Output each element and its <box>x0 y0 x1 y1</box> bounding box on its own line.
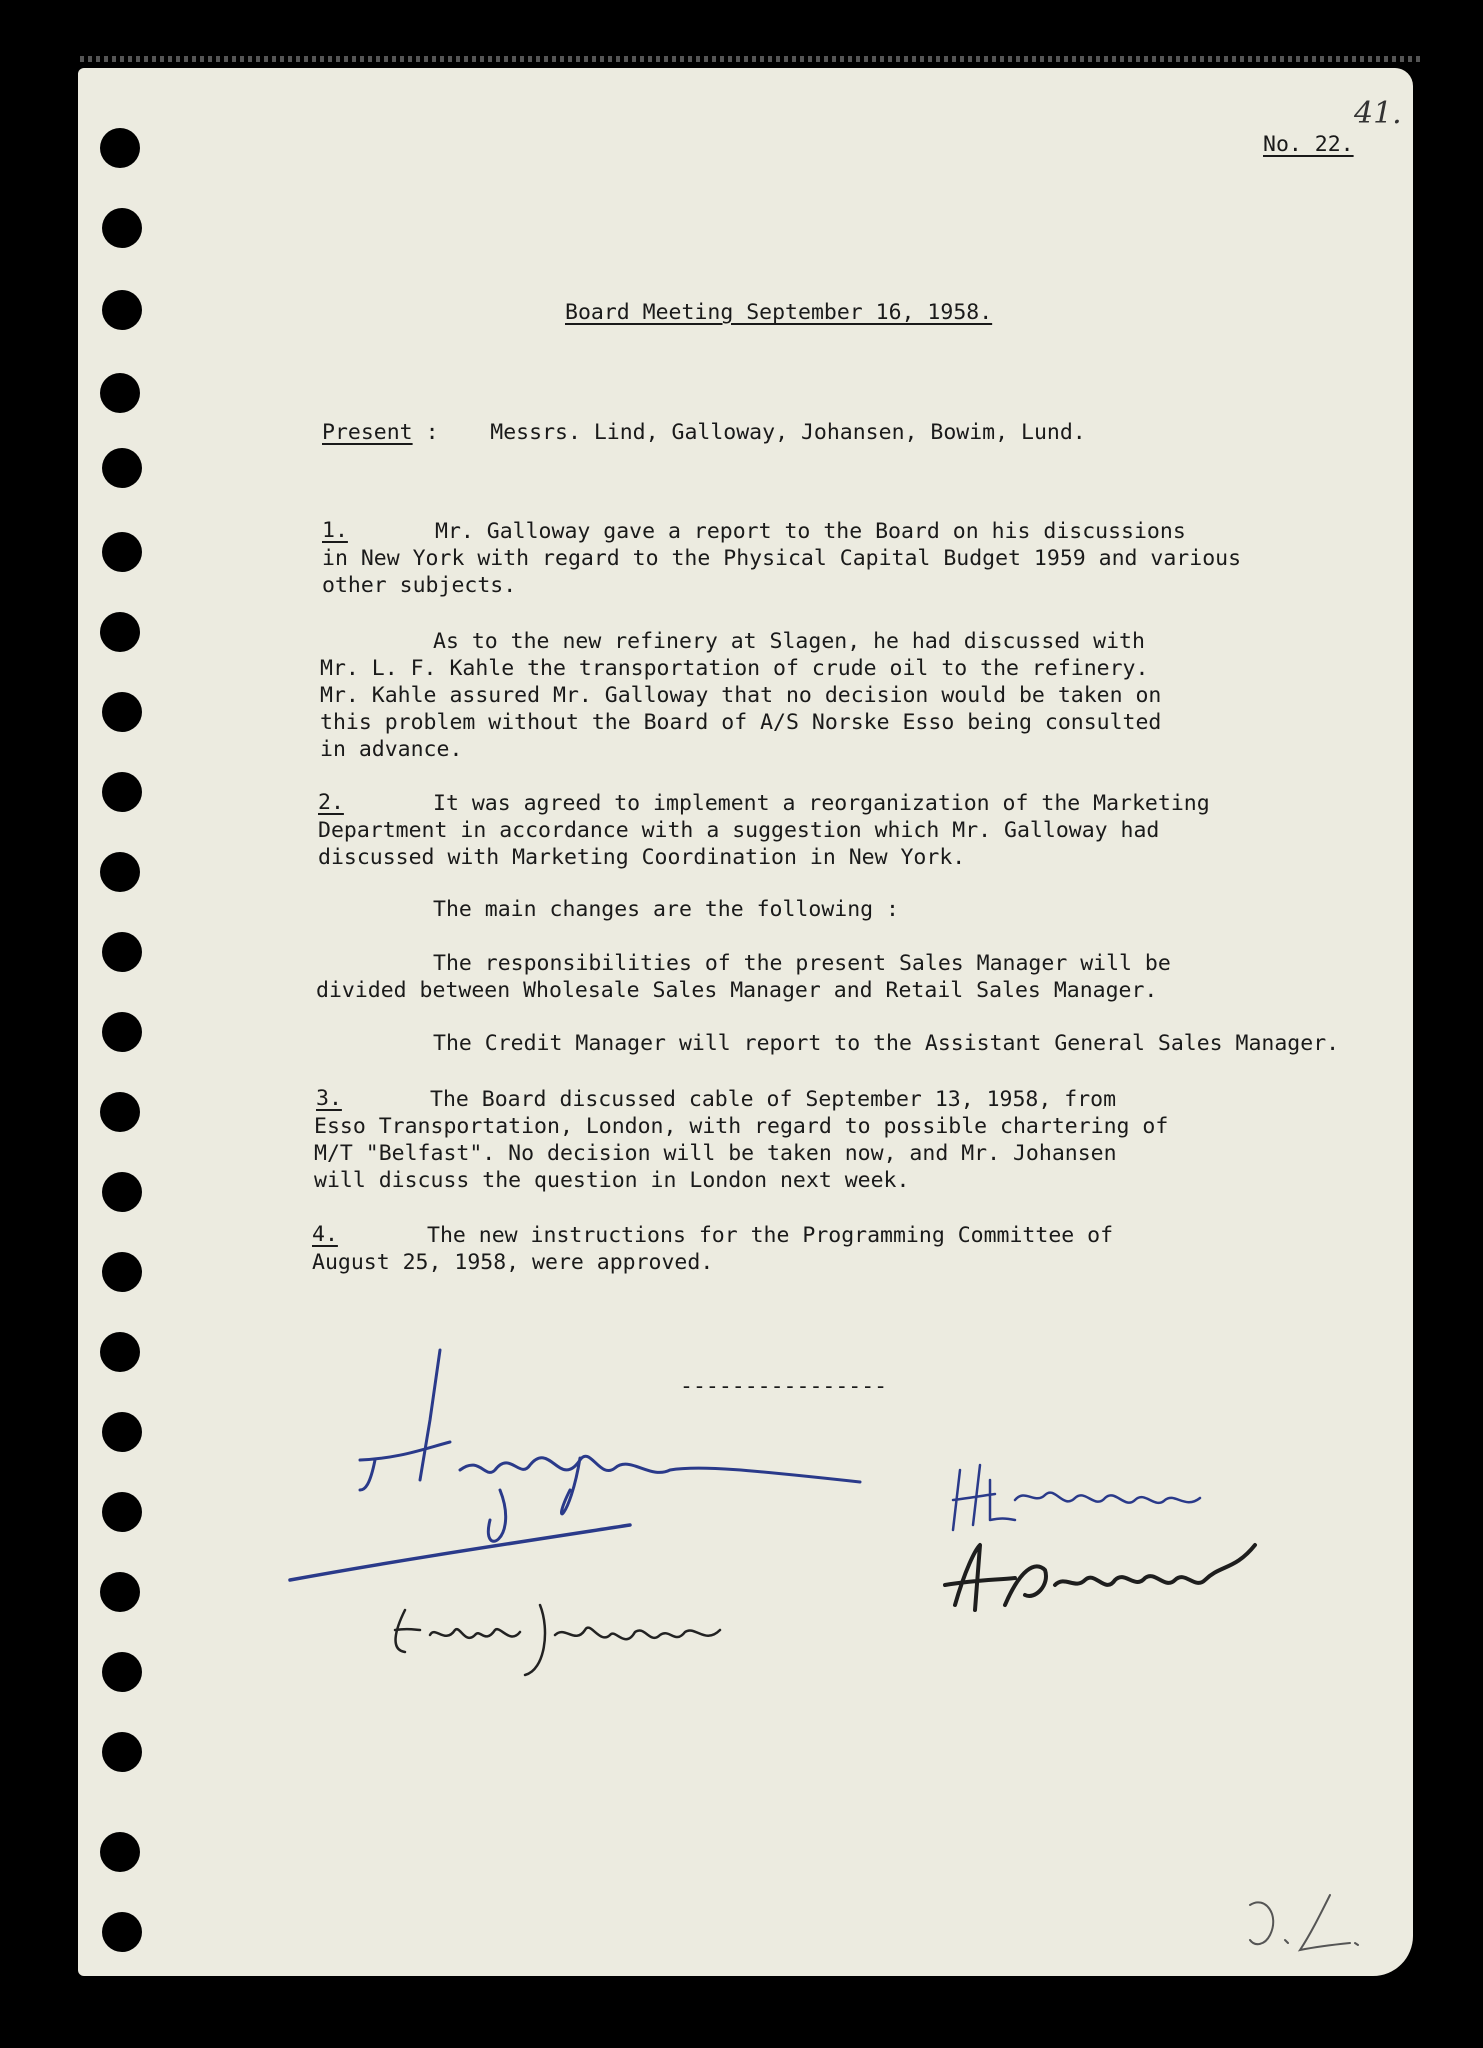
punch-hole <box>102 208 142 248</box>
item-4-text: The new instructions for the Programming Committee of August 25, 1958, were approved. <box>312 1223 1114 1275</box>
punch-hole <box>100 1572 140 1612</box>
item-2-credit-manager: The Credit Manager will report to the Assistant General Sales Manager. <box>433 1031 1340 1056</box>
item-3-number: 3. <box>316 1086 342 1111</box>
punch-hole <box>102 1412 142 1452</box>
punch-hole <box>102 1732 142 1772</box>
item-2-main-changes: The main changes are the following : <box>433 897 899 922</box>
punch-hole <box>102 448 142 488</box>
punch-hole <box>102 1252 142 1292</box>
initials <box>1240 1885 1370 1960</box>
punch-hole <box>100 1832 140 1872</box>
signature-johansen <box>375 1590 735 1700</box>
punch-hole <box>102 1492 142 1532</box>
punch-hole <box>100 612 140 652</box>
present-label: Present <box>322 420 413 445</box>
signature-galloway <box>945 1460 1205 1540</box>
punch-hole <box>102 1652 142 1692</box>
item-1-text: Mr. Galloway gave a report to the Board on his discussions in New York with regard to the Physical Capital Budget 1959 and various other subjects. <box>322 519 1242 598</box>
item-2-responsibilities: The responsibilities of the present Sales Manager will be divided between Wholesale Sales Manager and Retail Sales Manager. <box>316 951 1171 1003</box>
page-number: 41. <box>1354 96 1402 131</box>
punch-hole <box>102 1172 142 1212</box>
signature-bowim <box>935 1530 1275 1620</box>
punch-hole <box>100 373 140 413</box>
page-title: Board Meeting September 16, 1958. <box>565 300 993 325</box>
document-number: No. 22. <box>1263 132 1354 157</box>
punch-hole <box>102 772 142 812</box>
present-separator: : <box>425 420 439 445</box>
present-line <box>322 420 1086 445</box>
punch-hole <box>100 1092 140 1132</box>
punch-hole <box>102 290 142 330</box>
punch-hole <box>102 532 142 572</box>
punch-hole <box>102 932 142 972</box>
item-4-number: 4. <box>312 1222 338 1247</box>
top-edge-marks <box>80 56 1420 62</box>
punch-hole <box>102 1012 142 1052</box>
item-1-paragraph-2: As to the new refinery at Slagen, he had discussed with Mr. L. F. Kahle the transportation of crude oil to the refinery. Mr. Kahle assured Mr. Galloway that no decision would be taken on this problem without the Board of A/S Norske Esso being consulted in advance. <box>320 629 1162 762</box>
punch-hole <box>100 128 140 168</box>
punch-hole <box>102 1912 142 1952</box>
punch-hole <box>100 852 140 892</box>
punch-hole <box>100 1332 140 1372</box>
document-page <box>78 68 1413 1976</box>
item-1-number: 1. <box>322 518 348 543</box>
item-2-number: 2. <box>318 790 344 815</box>
present-names: Messrs. Lind, Galloway, Johansen, Bowim, Lund. <box>490 420 1086 445</box>
separator-line: ---------------- <box>680 1374 888 1399</box>
punch-hole <box>102 692 142 732</box>
item-2-text: It was agreed to implement a reorganization of the Marketing Department in accordance with a suggestion which Mr. Galloway had discussed with Marketing Coordination in New York. <box>318 791 1210 870</box>
item-3-text: The Board discussed cable of September 13, 1958, from Esso Transportation, London, with regard to possible chartering of M/T "Belfast". No decision will be taken now, and Mr. Johansen will discuss the question in London next week. <box>314 1087 1169 1193</box>
